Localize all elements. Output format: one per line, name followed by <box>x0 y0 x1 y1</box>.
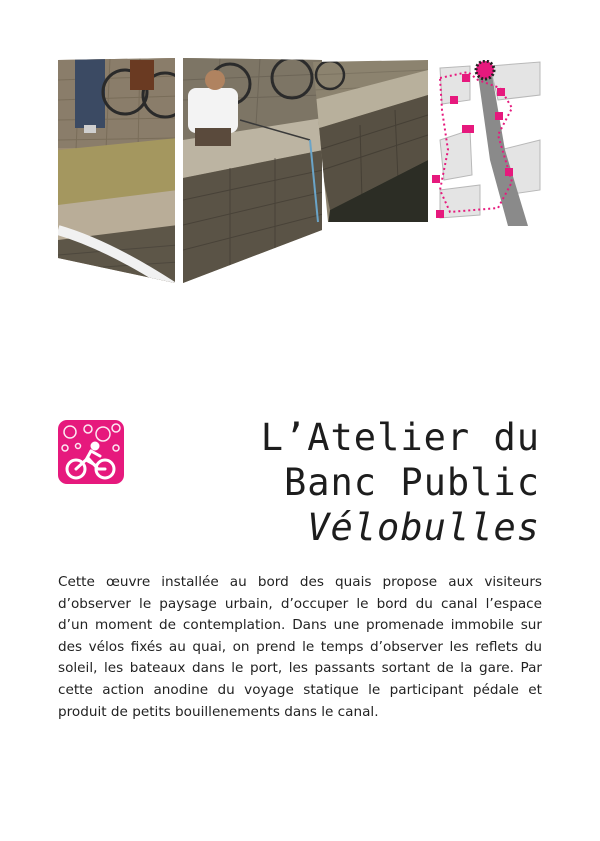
title-line-2: Banc Public <box>283 461 540 504</box>
photo-panel-3 <box>313 60 433 230</box>
photo-panel-1 <box>58 58 187 290</box>
title-line-1: L’Atelier du <box>260 416 540 459</box>
route-map <box>428 60 545 230</box>
photo-panel-2 <box>183 58 323 290</box>
cyclist-bubbles-icon <box>58 420 124 484</box>
description-paragraph: Cette œuvre installée au bord des quais propose aux visiteurs d’observer le paysage urbain, d’occuper le bord du canal l’espace d’un moment de contemplation. Dans une promenade immobile sur des vélos fixés au quai, on prend le temps d’observer les reflets du soleil, les bateaux dans le port, les passants sortant de la gare. Par cette action anodine du voyage statique le participant pédale et produit de petits bouillenements dans le canal. <box>58 574 542 720</box>
document-title <box>120 415 540 550</box>
photo-collage <box>0 0 600 300</box>
subtitle: Vélobulles <box>307 506 540 549</box>
